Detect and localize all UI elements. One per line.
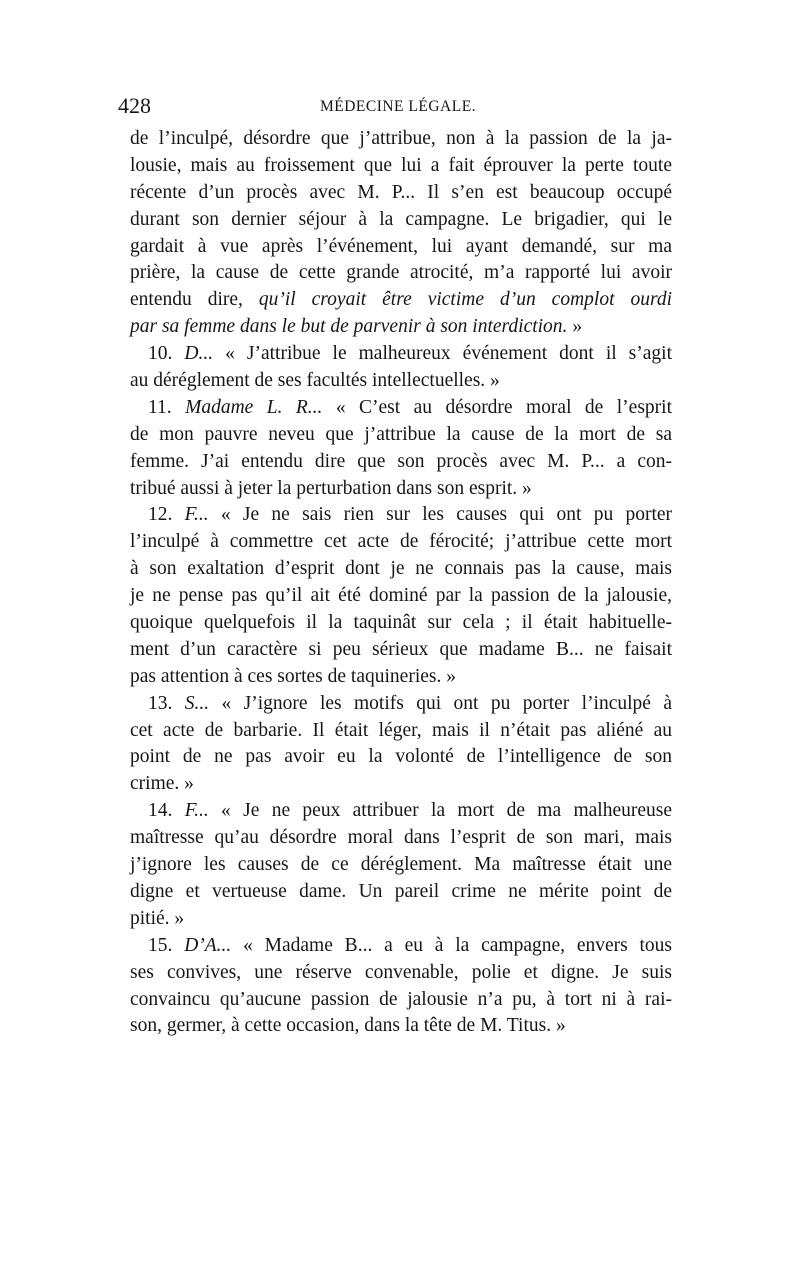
text-line [130, 556, 672, 583]
text-span: 12. [148, 504, 185, 526]
text-line [130, 664, 672, 691]
text-line [130, 691, 672, 718]
text-span: » [567, 316, 583, 338]
text-span: tribué aussi à jeter la perturbation dans son esprit. » [130, 477, 532, 499]
text-line [130, 449, 672, 476]
text-span: 11. [148, 396, 186, 418]
text-span: son, germer, à cette occasion, dans la tête de M. Titus. » [130, 1015, 566, 1037]
text-span: « J’ignore les motifs qui ont pu porter l’inculpé à [209, 692, 672, 714]
text-span: prière, la cause de cette grande atrocité, m’a rapporté lui avoir [130, 262, 672, 284]
text-span: 15. [148, 934, 185, 956]
text-line [130, 207, 672, 234]
text-line [130, 852, 672, 879]
text-span: j’ignore les causes de ce déréglement. Ma maîtresse était une [130, 854, 672, 876]
text-span: 14. [148, 800, 185, 822]
text-span: ses convives, une réserve convenable, polie et digne. Je suis [130, 961, 672, 983]
text-line [130, 771, 672, 798]
text-line [130, 1013, 672, 1040]
text-line [130, 234, 672, 261]
text-span: 13. [148, 692, 185, 714]
text-line [130, 126, 672, 153]
italic-text: D’A... [184, 934, 232, 956]
text-line [130, 180, 672, 207]
text-span: convaincu qu’aucune passion de jalousie n’a pu, à tort ni à rai- [130, 988, 672, 1010]
text-span: de mon pauvre neveu que j’attribue la cause de la mort de sa [130, 423, 672, 445]
text-line [130, 395, 672, 422]
text-span: récente d’un procès avec M. P... Il s’en est beaucoup occupé [130, 181, 672, 203]
text-line [130, 287, 672, 314]
running-title: MÉDECINE LÉGALE. [319, 98, 477, 115]
text-span: « Madame B... a eu à la campagne, envers tous [231, 934, 673, 956]
text-line [130, 502, 672, 529]
italic-text: par sa femme dans le but de parvenir à son interdiction. [130, 316, 568, 338]
italic-text: S... [184, 692, 210, 714]
text-span: quoique quelquefois il la taquinât sur cela ; il était habituelle- [130, 612, 672, 634]
text-line [130, 798, 672, 825]
text-line [130, 368, 672, 395]
text-span: gardait à vue après l’événement, lui ayant demandé, sur ma [130, 235, 672, 257]
text-line [130, 825, 672, 852]
text-span: ment d’un caractère si peu sérieux que madame B... ne faisait [130, 638, 672, 660]
text-span: 10. [148, 343, 185, 365]
text-span: à son exaltation d’esprit dont je ne connais pas la cause, mais [130, 558, 672, 580]
text-span: « J’attribue le malheureux événement dont il s’agit [213, 343, 672, 365]
text-span: entendu dire, [130, 289, 259, 311]
text-span: femme. J’ai entendu dire que son procès avec M. P... a con- [130, 450, 672, 472]
text-line [130, 718, 672, 745]
text-span: point de ne pas avoir eu la volonté de l’intelligence de son [130, 746, 672, 768]
text-span: pitié. » [130, 907, 185, 929]
text-span: « Je ne sais rien sur les causes qui ont pu porter [208, 504, 673, 526]
text-line [130, 637, 672, 664]
text-span: pas attention à ces sortes de taquineries. » [130, 665, 456, 687]
text-line [130, 341, 672, 368]
text-line [130, 314, 672, 341]
text-span: crime. » [130, 773, 194, 795]
text-line [130, 476, 672, 503]
text-line [130, 610, 672, 637]
page-header [118, 92, 678, 122]
text-span: maîtresse qu’au désordre moral dans l’esprit de son mari, mais [130, 827, 672, 849]
italic-text: F... [184, 504, 209, 526]
text-span: cet acte de barbarie. Il était léger, mais il n’était pas aliéné au [130, 719, 672, 741]
text-line [130, 906, 672, 933]
text-line [130, 260, 672, 287]
text-span: « C’est au désordre moral de l’esprit [322, 396, 672, 418]
text-span: au déréglement de ses facultés intellectuelles. » [130, 370, 500, 392]
italic-text: qu’il croyait être victime d’un complot ourdi [258, 289, 672, 311]
text-span: l’inculpé à commettre cet acte de férocité; j’attribue cette mort [130, 531, 672, 553]
text-span: je ne pense pas qu’il ait été dominé par la passion de la jalousie, [130, 585, 672, 607]
text-span: « Je ne peux attribuer la mort de ma malheureuse [208, 800, 672, 822]
text-line [130, 422, 672, 449]
italic-text: D... [184, 343, 214, 365]
body-text [130, 126, 672, 1040]
text-line [130, 879, 672, 906]
text-line [130, 933, 672, 960]
text-span: digne et vertueuse dame. Un pareil crime ne mérite point de [130, 880, 672, 902]
text-line [130, 960, 672, 987]
text-span: de l’inculpé, désordre que j’attribue, non à la passion de la ja- [130, 128, 672, 149]
text-line [130, 153, 672, 180]
text-line [130, 583, 672, 610]
italic-text: F... [184, 800, 209, 822]
text-line [130, 529, 672, 556]
text-span: durant son dernier séjour à la campagne. Le brigadier, qui le [130, 208, 672, 230]
italic-text: Madame L. R... [185, 396, 323, 418]
text-line [130, 987, 672, 1014]
text-span: lousie, mais au froissement que lui a fait éprouver la perte toute [130, 154, 672, 176]
text-line [130, 744, 672, 771]
page-number: 428 [118, 93, 151, 118]
